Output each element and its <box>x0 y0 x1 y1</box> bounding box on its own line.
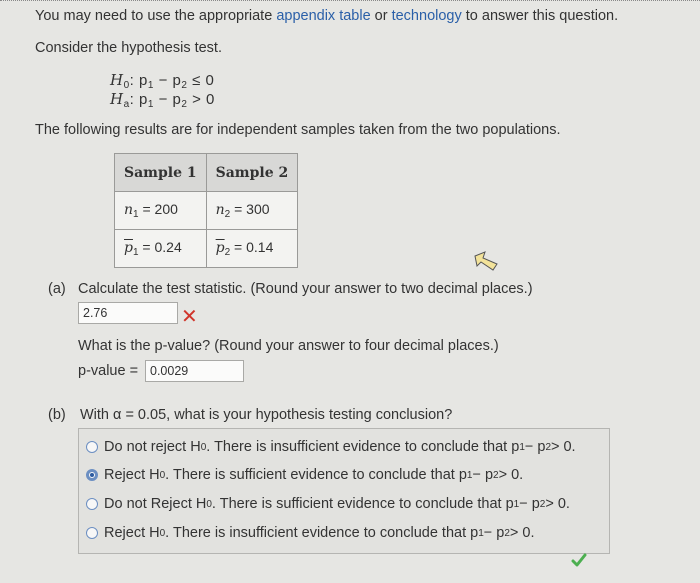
option-reject-sufficient[interactable] <box>86 467 523 483</box>
option-lead: Reject H <box>104 525 160 541</box>
part-b-question: With α = 0.05, what is your hypothesis testing conclusion? <box>80 407 453 423</box>
results-text: The following results are for independent samples taken from the two populations. <box>35 122 561 138</box>
radio-button-selected[interactable] <box>86 469 98 481</box>
technology-link[interactable]: technology <box>391 8 462 24</box>
pvalue-input[interactable]: 0.0029 <box>145 360 244 382</box>
p1-subscript: 1 <box>132 247 139 258</box>
incorrect-x-icon: ✕ <box>181 306 198 328</box>
part-a-question: Calculate the test statistic. (Round your answer to two decimal places.) <box>78 281 533 297</box>
n2-symbol: n <box>215 202 225 218</box>
consider-text: Consider the hypothesis test. <box>35 40 222 56</box>
h0-rhs: ≤ 0 <box>187 72 215 89</box>
option-subscript: 0 <box>159 469 166 481</box>
option-subscript: 0 <box>200 441 207 453</box>
sample1-header: Sample 1 <box>115 154 207 192</box>
p2-cell <box>206 230 298 268</box>
n1-value: = 200 <box>138 201 178 217</box>
ha-symbol: H <box>110 90 124 108</box>
option-p1-subscript: 1 <box>513 498 520 510</box>
h0-p2-subscript: 2 <box>181 80 188 91</box>
option-text: . There is sufficient evidence to conclude that p <box>211 496 514 512</box>
n2-cell <box>206 192 298 230</box>
option-minus: − p <box>483 525 505 541</box>
h0-p1-subscript: 1 <box>147 80 154 91</box>
table-row <box>115 230 298 268</box>
option-lead: Do not Reject H <box>104 496 207 512</box>
option-tail: > 0. <box>498 467 524 483</box>
ha-minus: − p <box>153 91 182 108</box>
p2-value: = 0.14 <box>230 239 274 255</box>
n1-symbol: n <box>124 202 134 218</box>
mouse-cursor-icon <box>473 250 499 272</box>
option-minus: − p <box>519 496 540 512</box>
option-text: . There is insufficient evidence to conclude that p <box>165 525 479 541</box>
h0-expression: : p <box>129 72 148 89</box>
p1-value: = 0.24 <box>138 239 182 255</box>
option-minus: − p <box>524 439 546 455</box>
n2-value: = 300 <box>230 201 270 217</box>
option-do-not-reject-insufficient[interactable] <box>86 439 576 455</box>
option-text: . There is sufficient evidence to conclude that p <box>165 467 467 483</box>
table-row <box>115 192 298 230</box>
h0-subscript: 0 <box>123 80 130 91</box>
option-reject-insufficient[interactable] <box>86 525 534 541</box>
instruction-or: or <box>370 8 392 24</box>
option-subscript: 0 <box>159 527 166 539</box>
option-tail: > 0. <box>551 439 576 455</box>
option-p1-subscript: 1 <box>466 469 473 481</box>
radio-button[interactable] <box>86 527 98 539</box>
p1-bar-symbol: $\overline{p}$ <box>124 240 133 256</box>
option-tail: > 0. <box>509 525 535 541</box>
pvalue-label: p-value = <box>78 363 139 379</box>
instruction-prefix: You may need to use the appropriate <box>35 8 277 24</box>
option-p2-subscript: 2 <box>539 498 546 510</box>
part-a-label: (a) <box>48 281 66 297</box>
option-p2-subscript: 2 <box>545 441 551 453</box>
pvalue-question: What is the p-value? (Round your answer to four decimal places.) <box>78 338 499 354</box>
ha-rhs: > 0 <box>187 91 215 108</box>
ha-p2-subscript: 2 <box>181 99 188 110</box>
radio-button[interactable] <box>86 498 98 510</box>
radio-button[interactable] <box>86 441 98 453</box>
sample2-header: Sample 2 <box>206 154 298 192</box>
ha-p1-subscript: 1 <box>147 99 154 110</box>
option-lead: Do not reject H <box>104 439 201 455</box>
p2-bar-symbol: $\overline{p}$ <box>215 240 225 256</box>
option-do-not-reject-sufficient[interactable] <box>86 496 570 512</box>
ha-expression: : p <box>129 91 148 108</box>
test-statistic-input[interactable]: 2.76 <box>78 302 178 324</box>
n1-cell <box>115 192 207 230</box>
null-hypothesis <box>110 71 214 91</box>
option-subscript: 0 <box>206 498 212 510</box>
option-p1-subscript: 1 <box>478 527 484 539</box>
option-p2-subscript: 2 <box>504 527 510 539</box>
n1-subscript: 1 <box>133 209 139 220</box>
samples-table <box>114 153 298 268</box>
correct-check-icon <box>571 552 587 568</box>
instruction-line <box>35 8 618 24</box>
option-text: . There is insufficient evidence to conclude that p <box>206 439 520 455</box>
top-dotted-border <box>0 0 700 4</box>
instruction-suffix: to answer this question. <box>461 8 619 24</box>
option-minus: − p <box>472 467 494 483</box>
part-b-label: (b) <box>48 407 66 423</box>
p2-subscript: 2 <box>224 247 231 258</box>
p1-cell <box>115 230 207 268</box>
alternative-hypothesis <box>110 90 215 110</box>
h0-symbol: H <box>110 71 124 89</box>
option-lead: Reject H <box>104 467 160 483</box>
option-tail: > 0. <box>545 496 570 512</box>
n2-subscript: 2 <box>224 209 231 220</box>
option-p2-subscript: 2 <box>493 469 499 481</box>
option-p1-subscript: 1 <box>519 441 525 453</box>
ha-subscript: a <box>123 99 130 110</box>
h0-minus: − p <box>153 72 182 89</box>
table-header-row <box>115 154 298 192</box>
appendix-table-link[interactable]: appendix table <box>276 8 371 24</box>
